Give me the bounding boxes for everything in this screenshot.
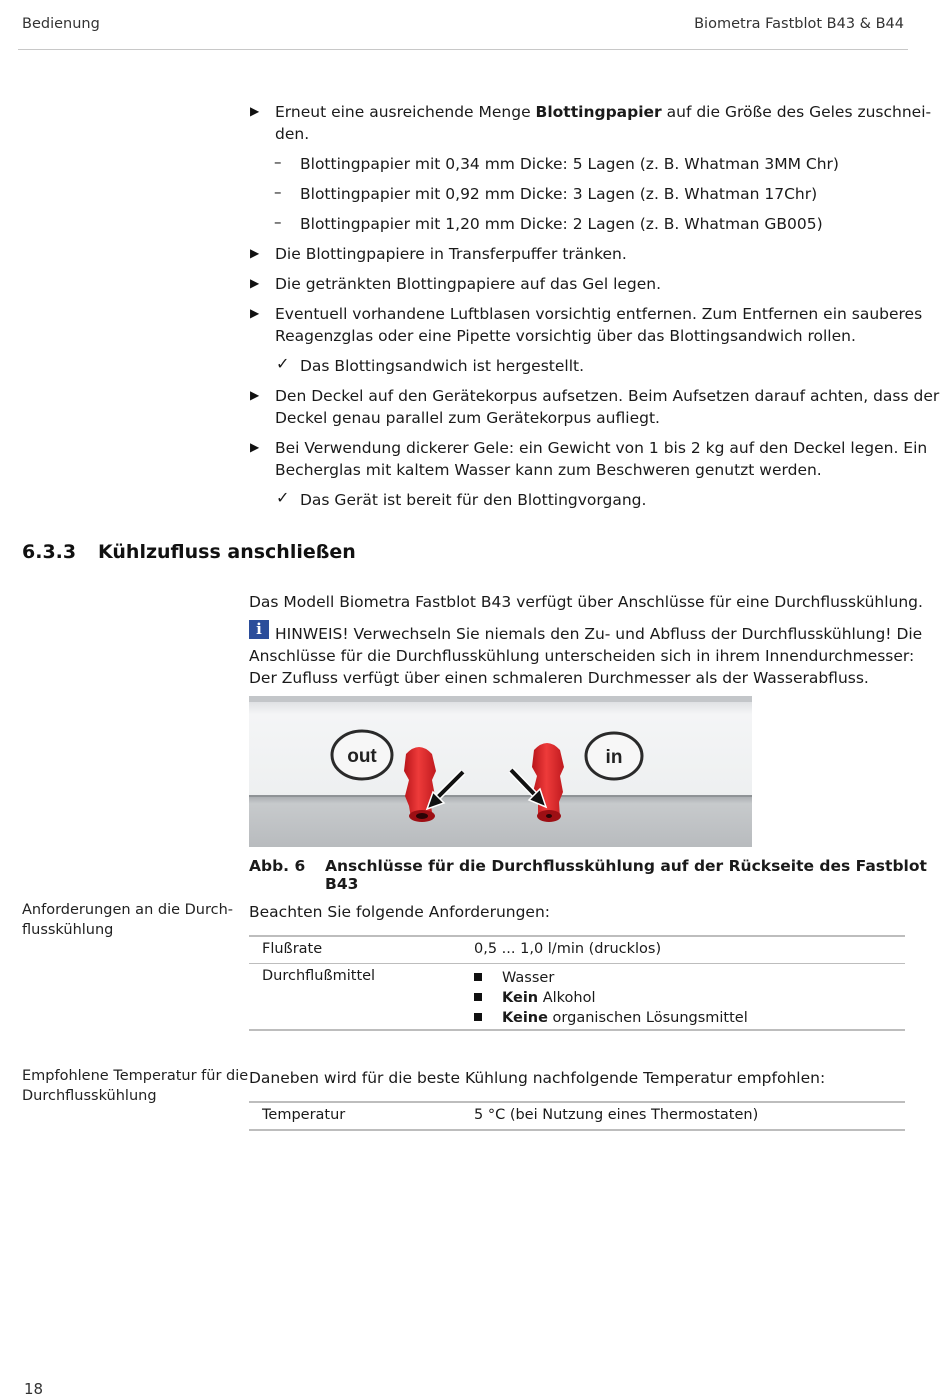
list-item-text: Wasser [502,970,555,986]
step-1-bold: Blottingpapier [535,103,662,121]
table-rule [249,963,905,964]
out-label: out [347,746,377,767]
side-note-line: Anforderungen an die Durch- [22,902,234,918]
table-rule [249,935,905,937]
connector-photo [249,696,752,847]
medium-list [474,968,748,1028]
row-value-temperature: 5 °C (bei Nutzung eines Thermostaten) [474,1107,759,1123]
step-4-line-2: Reagenzglas oder eine Pipette vorsichtig über das Blottingsandwich rollen. [275,327,856,345]
step-1-text-a: Erneut eine ausreichende Menge [275,103,536,121]
substep-2: Blottingpapier mit 0,92 mm Dicke: 3 Lagen (z. B. Whatman 17Chr) [300,185,818,203]
step-arrow-icon: ▶ [250,104,260,118]
temperature-intro: Daneben wird für die beste Kühlung nachfolgende Temperatur empfohlen: [249,1069,826,1087]
square-bullet-icon [474,993,482,1001]
requirements-intro: Beachten Sie folgende Anforderungen: [249,903,551,921]
row-label-flowrate: Flußrate [262,941,323,957]
step-6-line-2: Becherglas mit kaltem Wasser kann zum Beschweren genutzt werden. [275,461,822,479]
intro-text: Das Modell Biometra Fastblot B43 verfügt über Anschlüsse für eine Durchflusskühlung. [249,593,923,611]
step-arrow-icon: ▶ [250,276,260,290]
header-product: Biometra Fastblot B43 & B44 [694,16,904,32]
step-arrow-icon: ▶ [250,388,260,402]
note-line-3: Der Zufluss verfügt über einen schmaleren Durchmesser als der Wasserabfluss. [249,669,869,687]
table-rule [249,1029,905,1031]
note-line-2: Anschlüsse für die Durchflusskühlung unterscheiden sich in ihrem Innendurchmesser: [249,647,915,665]
step-1-text-b: auf die Größe des Geles zuschnei- [661,103,932,121]
dash-bullet: – [274,153,282,171]
step-5-line-2: Deckel genau parallel zum Gerätekorpus aufliegt. [275,409,660,427]
square-bullet-icon [474,1013,482,1021]
header-chapter: Bedienung [22,16,100,32]
list-item-bold: Kein [502,990,539,1006]
check-icon: ✓ [276,354,290,373]
dash-bullet: – [274,183,282,201]
header-divider [18,49,908,50]
side-note-line: flusskühlung [22,922,114,938]
step-1 [275,101,931,123]
list-item [474,988,748,1008]
row-value-flowrate: 0,5 ... 1,0 l/min (drucklos) [474,941,662,957]
step-2: Die Blottingpapiere in Transferpuffer tränken. [275,245,627,263]
side-note-line: Empfohlene Temperatur für die [22,1068,249,1084]
info-icon: i [249,620,269,639]
list-item-bold: Keine [502,1010,548,1026]
substep-3: Blottingpapier mit 1,20 mm Dicke: 2 Lagen (z. B. Whatman GB005) [300,215,823,233]
side-note-requirements [22,900,233,940]
result-2: Das Gerät ist bereit für den Blottingvorgang. [300,491,647,509]
check-icon: ✓ [276,488,290,507]
step-arrow-icon: ▶ [250,246,260,260]
row-label-medium: Durchflußmittel [262,968,376,984]
note-line-1: HINWEIS! Verwechseln Sie niemals den Zu- und Abfluss der Durchflusskühlung! Die [275,625,923,643]
list-item-text: Alkohol [538,990,596,1006]
square-bullet-icon [474,973,482,981]
step-5: Den Deckel auf den Gerätekorpus aufsetzen. Beim Aufsetzen darauf achten, dass der [275,387,940,405]
side-note-line: Durchflusskühlung [22,1088,157,1104]
list-item-text: organischen Lösungsmittel [547,1010,748,1026]
result-1: Das Blottingsandwich ist hergestellt. [300,357,585,375]
step-1-line-2: den. [275,125,310,143]
step-3: Die getränkten Blottingpapiere auf das Gel legen. [275,275,662,293]
table-rule [249,1101,905,1103]
step-6: Bei Verwendung dickerer Gele: ein Gewicht von 1 bis 2 kg auf den Deckel legen. Ein [275,439,928,457]
in-label: in [605,747,623,768]
substep-1: Blottingpapier mit 0,34 mm Dicke: 5 Lagen (z. B. Whatman 3MM Chr) [300,155,839,173]
figure-label: Abb. 6 [249,857,306,875]
list-item [474,1008,748,1028]
figure-caption: Anschlüsse für die Durchflusskühlung auf der Rückseite des Fastblot B43 [325,857,927,893]
row-label-temperature: Temperatur [262,1107,346,1123]
section-number: 6.3.3 [22,541,77,563]
page-number: 18 [24,1380,44,1398]
table-rule [249,1129,905,1131]
step-arrow-icon: ▶ [250,440,260,454]
list-item [474,968,748,988]
section-title: Kühlzufluss anschließen [98,541,356,563]
step-4: Eventuell vorhandene Luftblasen vorsichtig entfernen. Zum Entfernen ein sauberes [275,305,923,323]
dash-bullet: – [274,213,282,231]
side-note-temperature [22,1066,248,1106]
step-arrow-icon: ▶ [250,306,260,320]
